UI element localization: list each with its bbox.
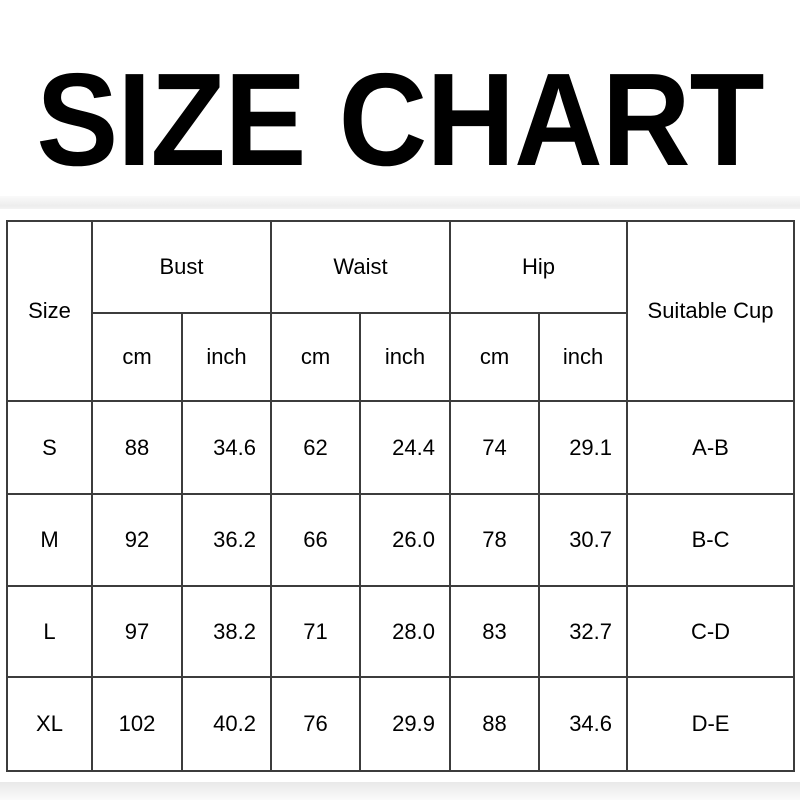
cell-m-bust-cm: 92 bbox=[92, 494, 182, 586]
cell-s-bust-cm: 88 bbox=[92, 401, 182, 494]
cell-m-hip-cm: 78 bbox=[450, 494, 539, 586]
size-chart-table bbox=[6, 220, 795, 772]
cell-s-hip-inch: 29.1 bbox=[539, 401, 627, 494]
cell-s-bust-inch: 34.6 bbox=[182, 401, 271, 494]
header-row-groups bbox=[7, 221, 794, 313]
cell-xl-cup: D-E bbox=[627, 677, 794, 771]
cell-s-cup: A-B bbox=[627, 401, 794, 494]
cell-l-bust-cm: 97 bbox=[92, 586, 182, 677]
header-hip: Hip bbox=[450, 221, 627, 313]
cell-l-bust-inch: 38.2 bbox=[182, 586, 271, 677]
header-bust-inch: inch bbox=[182, 313, 271, 401]
table-row-m bbox=[7, 494, 794, 586]
cell-s-waist-cm: 62 bbox=[271, 401, 360, 494]
cell-xl-bust-cm: 102 bbox=[92, 677, 182, 771]
cell-m-cup: B-C bbox=[627, 494, 794, 586]
header-hip-cm: cm bbox=[450, 313, 539, 401]
header-size: Size bbox=[7, 221, 92, 401]
cell-xl-bust-inch: 40.2 bbox=[182, 677, 271, 771]
cell-m-size: M bbox=[7, 494, 92, 586]
header-hip-inch: inch bbox=[539, 313, 627, 401]
table-row-s bbox=[7, 401, 794, 494]
cell-s-hip-cm: 74 bbox=[450, 401, 539, 494]
cell-m-waist-cm: 66 bbox=[271, 494, 360, 586]
cell-l-waist-inch: 28.0 bbox=[360, 586, 450, 677]
cell-xl-waist-cm: 76 bbox=[271, 677, 360, 771]
cell-l-cup: C-D bbox=[627, 586, 794, 677]
header-bust: Bust bbox=[92, 221, 271, 313]
section-divider-bottom bbox=[0, 782, 800, 800]
header-bust-cm: cm bbox=[92, 313, 182, 401]
cell-xl-waist-inch: 29.9 bbox=[360, 677, 450, 771]
cell-l-size: L bbox=[7, 586, 92, 677]
table-row-l bbox=[7, 586, 794, 677]
cell-l-waist-cm: 71 bbox=[271, 586, 360, 677]
page-title bbox=[0, 46, 800, 193]
header-waist-inch: inch bbox=[360, 313, 450, 401]
cell-m-waist-inch: 26.0 bbox=[360, 494, 450, 586]
cell-xl-size: XL bbox=[7, 677, 92, 771]
table-row-xl bbox=[7, 677, 794, 771]
cell-s-waist-inch: 24.4 bbox=[360, 401, 450, 494]
cell-l-hip-cm: 83 bbox=[450, 586, 539, 677]
header-waist-cm: cm bbox=[271, 313, 360, 401]
cell-l-hip-inch: 32.7 bbox=[539, 586, 627, 677]
section-divider-top bbox=[0, 196, 800, 209]
header-suitable-cup: Suitable Cup bbox=[627, 221, 794, 401]
page-title-text: SIZE CHART bbox=[36, 46, 764, 193]
cell-m-hip-inch: 30.7 bbox=[539, 494, 627, 586]
cell-xl-hip-cm: 88 bbox=[450, 677, 539, 771]
header-waist: Waist bbox=[271, 221, 450, 313]
cell-m-bust-inch: 36.2 bbox=[182, 494, 271, 586]
cell-s-size: S bbox=[7, 401, 92, 494]
cell-xl-hip-inch: 34.6 bbox=[539, 677, 627, 771]
